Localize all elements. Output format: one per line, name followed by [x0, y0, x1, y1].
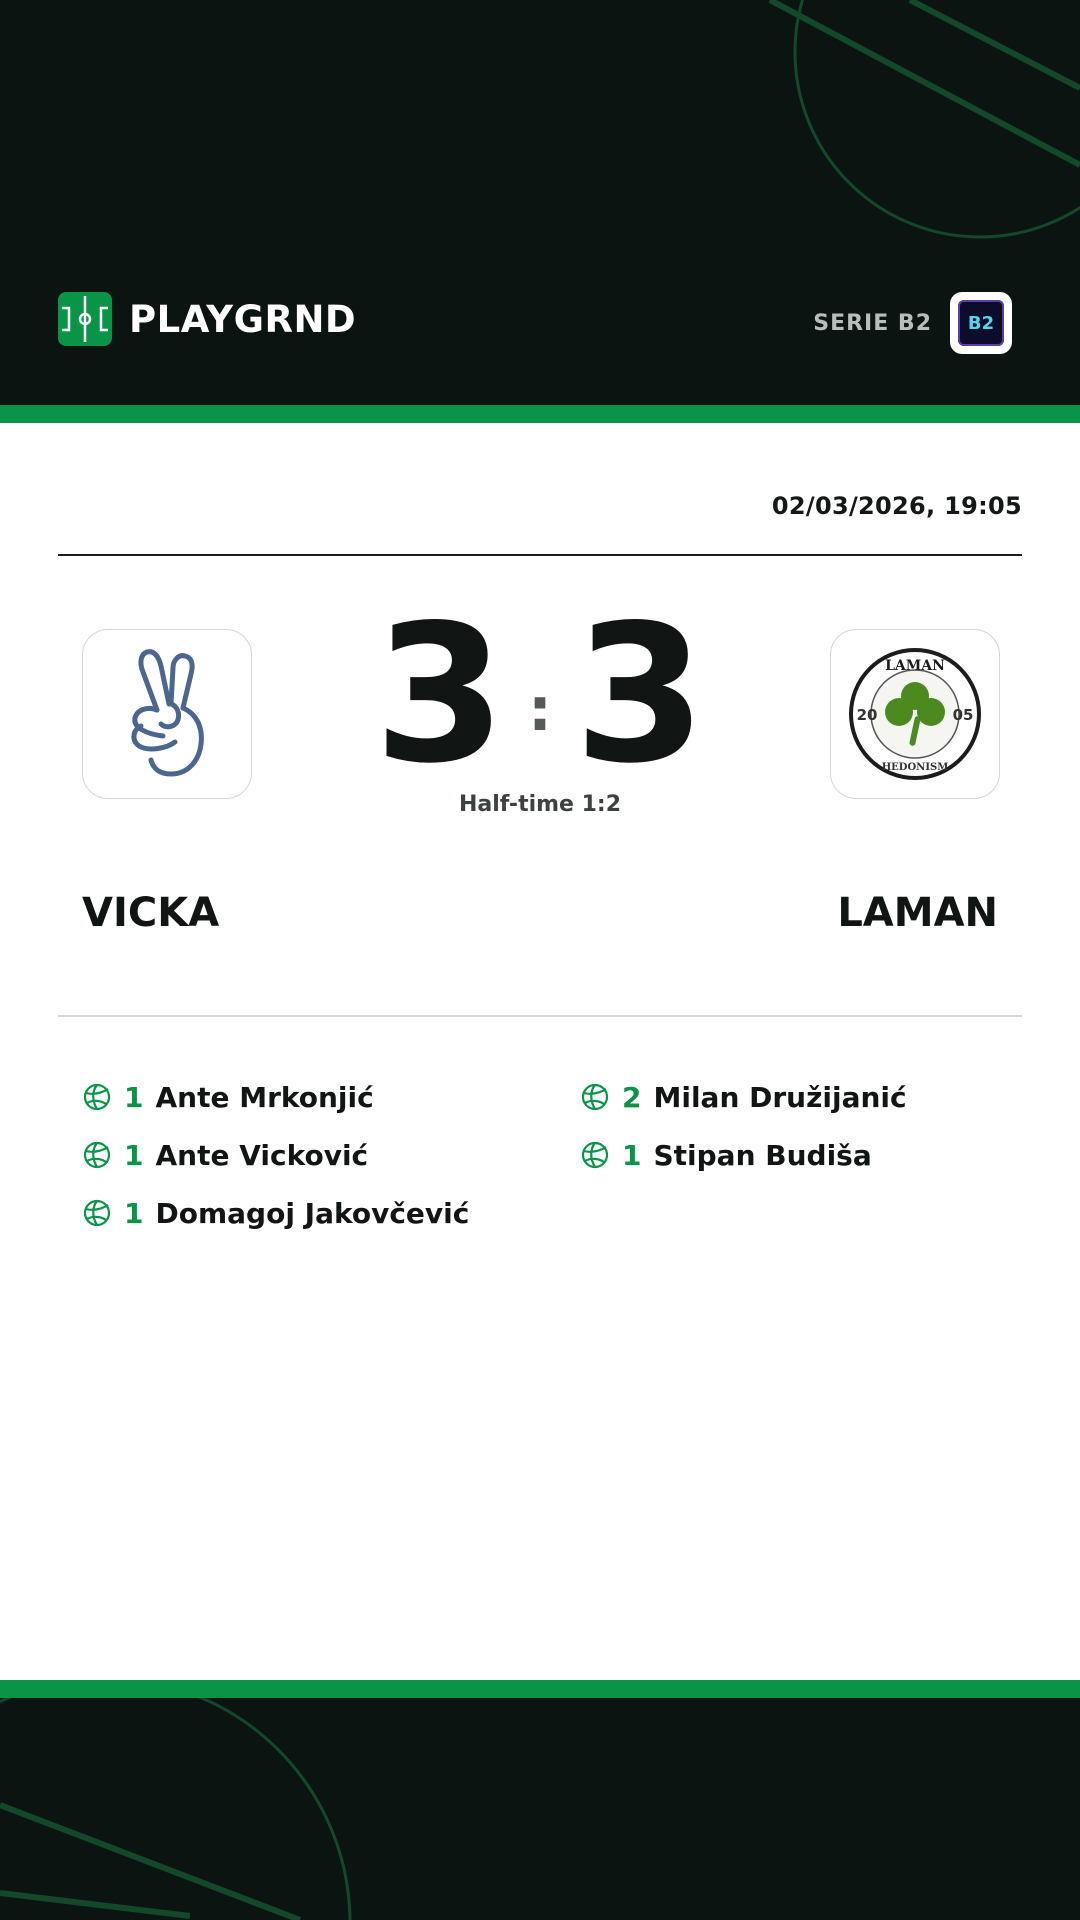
away-score: 3	[574, 584, 707, 805]
header-band	[0, 0, 1080, 405]
accent-bar-bottom	[0, 1680, 1080, 1698]
away-team-name[interactable]: LAMAN	[837, 890, 998, 936]
crest-bottom-text: HEDONISM	[881, 762, 949, 773]
scorer-name: Ante Mrkonjić	[155, 1080, 374, 1114]
pitch-logo-icon	[58, 292, 112, 346]
league-badge-text: B2	[967, 312, 995, 334]
away-scorers-list	[580, 1068, 907, 1184]
league-name: SERIE B2	[813, 310, 932, 336]
halftime-score: Half-time 1:2	[458, 792, 622, 817]
scorer-name: Ante Vicković	[155, 1138, 369, 1172]
home-team-name[interactable]: VICKA	[82, 890, 220, 936]
league-badge-icon	[950, 292, 1012, 354]
brand[interactable]	[58, 292, 356, 346]
scorer-goals: 1	[124, 1196, 144, 1230]
scorer-row[interactable]	[580, 1126, 907, 1184]
ball-icon	[82, 1198, 112, 1228]
scorer-row[interactable]	[580, 1068, 907, 1126]
scorer-row[interactable]	[82, 1068, 469, 1126]
crest-left-text: 20	[856, 706, 878, 724]
league[interactable]	[813, 292, 1012, 354]
scorer-name: Milan Družijanić	[653, 1080, 907, 1114]
ball-icon	[82, 1082, 112, 1112]
ball-icon	[580, 1082, 610, 1112]
scorer-goals: 1	[124, 1080, 144, 1114]
away-team-crest[interactable]	[830, 629, 1000, 799]
home-team-crest[interactable]	[82, 629, 252, 799]
footer-band	[0, 1698, 1080, 1920]
scorer-goals: 2	[622, 1080, 642, 1114]
scorer-row[interactable]	[82, 1184, 469, 1242]
scorer-row[interactable]	[82, 1126, 469, 1184]
divider	[58, 554, 1022, 556]
crest-right-text: 05	[952, 706, 974, 724]
match-datetime: 02/03/2026, 19:05	[771, 492, 1022, 520]
shamrock-crest-icon	[847, 646, 983, 782]
peace-hand-icon	[107, 644, 227, 784]
scorer-name: Domagoj Jakovčević	[155, 1196, 470, 1230]
scorer-goals: 1	[622, 1138, 642, 1172]
scorer-goals: 1	[124, 1138, 144, 1172]
score-separator: :	[528, 675, 552, 745]
brand-name: PLAYGRND	[129, 297, 357, 341]
divider	[58, 1015, 1022, 1017]
ball-icon	[82, 1140, 112, 1170]
pitch-lines-decoration	[0, 1698, 1080, 1920]
home-scorers-list	[82, 1068, 469, 1242]
home-score: 3	[373, 584, 506, 805]
accent-bar-top	[0, 405, 1080, 423]
ball-icon	[580, 1140, 610, 1170]
crest-top-text: LAMAN	[885, 658, 945, 674]
scorer-name: Stipan Budiša	[653, 1138, 872, 1172]
